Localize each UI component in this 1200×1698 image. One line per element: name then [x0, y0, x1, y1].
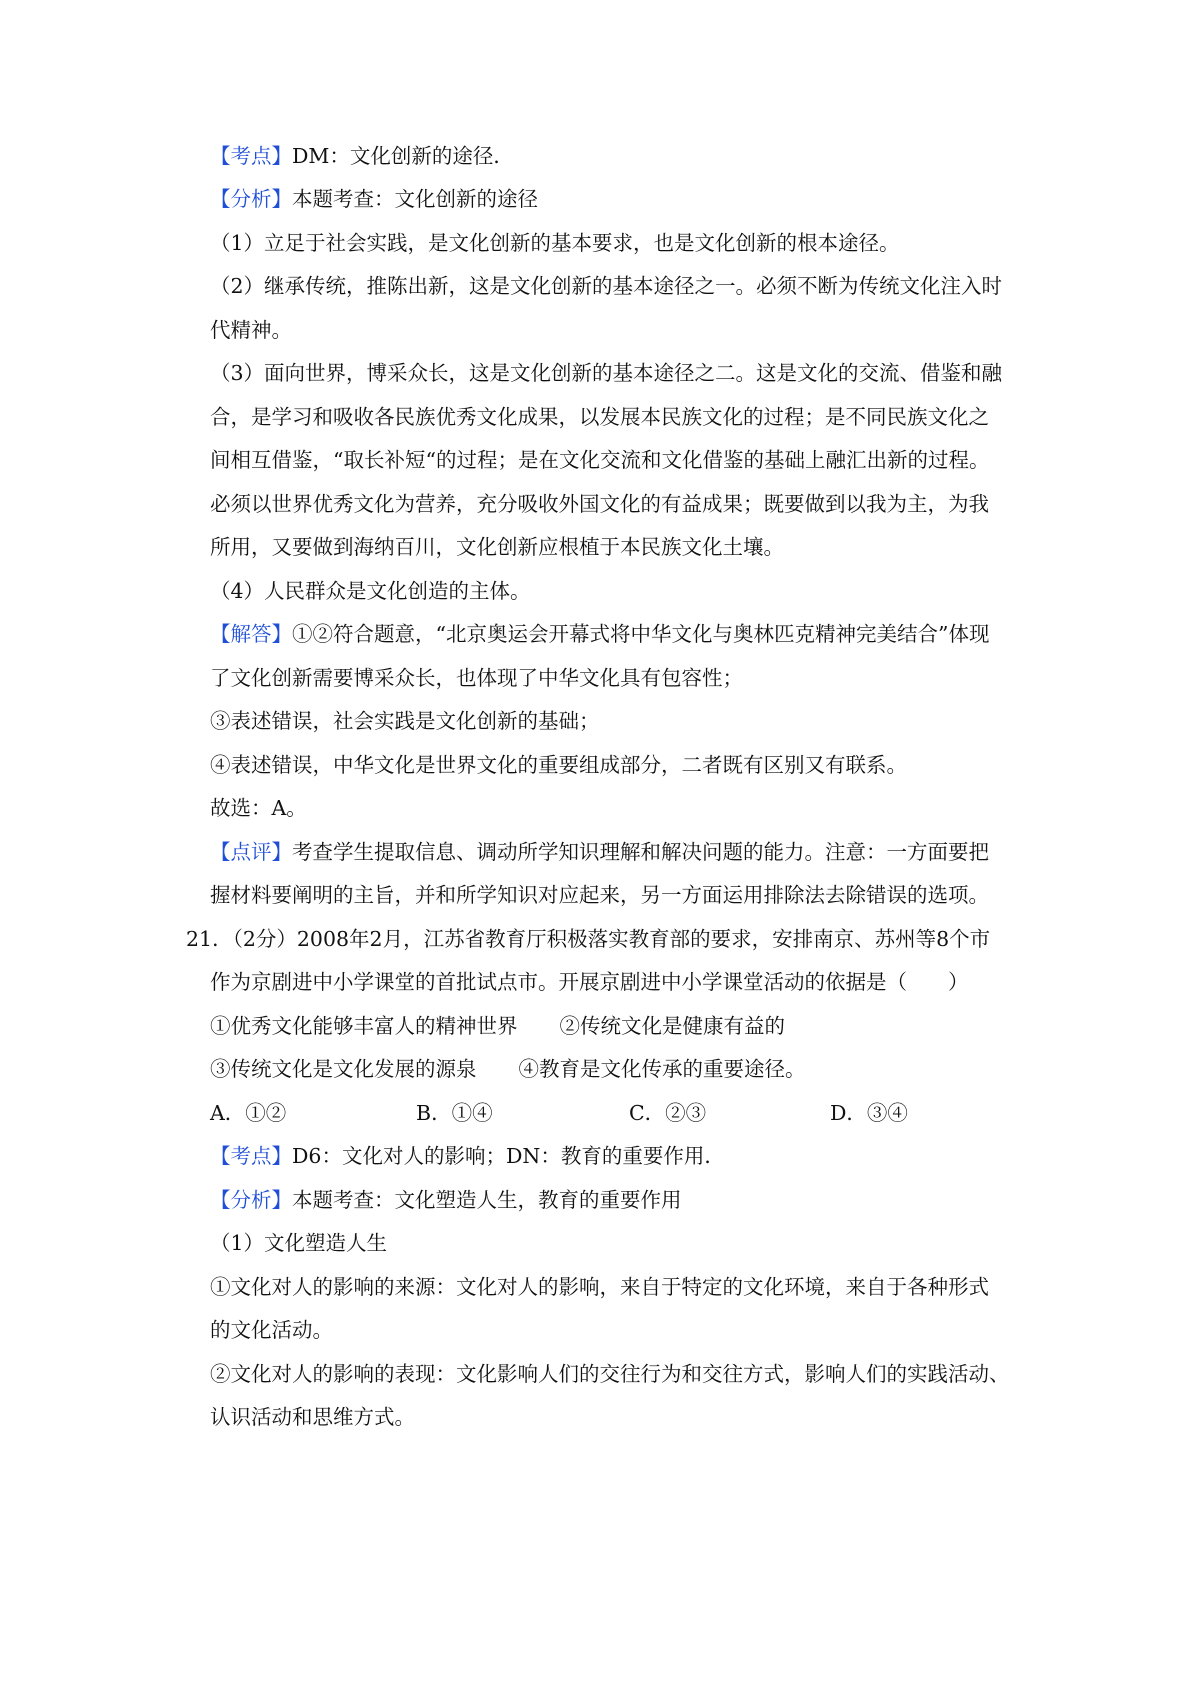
q20-kaodian-text: DM：文化创新的途径．: [292, 144, 514, 168]
q20-jieda-line: [210, 619, 1030, 649]
kaodian-tag: 【考点】: [210, 1144, 292, 1168]
jieda-tag: 【解答】: [210, 622, 292, 646]
q20-fenxi-para: （2）继承传统，推陈出新，这是文化创新的基本途径之一。必须不断为传统文化注入时: [210, 274, 1003, 298]
q20-fenxi-para: （4）人民群众是文化创造的主体。: [210, 579, 531, 603]
q21-stem: 21．（2分）2008年2月，江苏省教育厅积极落实教育部的要求，安排南京、苏州等8个市: [186, 927, 991, 951]
q21-stem: 作为京剧进中小学课堂的首批试点市。开展京剧进中小学课堂活动的依据是（ ）: [210, 970, 969, 994]
q21-kaodian-text: D6：文化对人的影响；DN：教育的重要作用．: [292, 1144, 725, 1168]
q20-dianping-line: [210, 837, 1030, 867]
q21-statement-1: ①优秀文化能够丰富人的精神世界: [210, 1014, 518, 1038]
q21-fenxi-line: [210, 1185, 1030, 1215]
q21-option-c[interactable]: C．②③: [629, 1101, 707, 1125]
q20-dianping-text: 考查学生提取信息、调动所学知识理解和解决问题的能力。注意：一方面要把: [292, 840, 989, 864]
q21-fenxi-para: （1）文化塑造人生: [210, 1231, 388, 1255]
fenxi-tag: 【分析】: [210, 187, 292, 211]
q21-statements-row-1: [210, 1011, 1030, 1041]
q20-jieda-text: ①②符合题意，“北京奥运会开幕式将中华文化与奥林匹克精神完美结合”体现: [292, 622, 990, 646]
q21-fenxi-para: 的文化活动。: [210, 1318, 333, 1342]
q20-jieda-para: 了文化创新需要博采众长，也体现了中华文化具有包容性；: [210, 666, 743, 690]
q21-fenxi-text: 本题考查：文化塑造人生，教育的重要作用: [292, 1188, 682, 1212]
q21-statement-2: ②传统文化是健康有益的: [559, 1014, 785, 1038]
q21-statements-row-2: [210, 1054, 1030, 1084]
q20-fenxi-para: 合，是学习和吸收各民族优秀文化成果，以发展本民族文化的过程；是不同民族文化之: [210, 405, 989, 429]
q20-jieda-para: ③表述错误，社会实践是文化创新的基础；: [210, 709, 600, 733]
q20-fenxi-para: 所用，又要做到海纳百川，文化创新应根植于本民族文化土壤。: [210, 535, 784, 559]
q21-statement-3: ③传统文化是文化发展的源泉: [210, 1057, 477, 1081]
dianping-tag: 【点评】: [210, 840, 292, 864]
q21-fenxi-para: 认识活动和思维方式。: [210, 1405, 415, 1429]
q20-jieda-para: ④表述错误，中华文化是世界文化的重要组成部分，二者既有区别又有联系。: [210, 753, 907, 777]
fenxi-tag: 【分析】: [210, 1188, 292, 1212]
q21-kaodian-line: [210, 1141, 1030, 1171]
q20-fenxi-text: 本题考查：文化创新的途径: [292, 187, 538, 211]
kaodian-tag: 【考点】: [210, 144, 292, 168]
q20-fenxi-line: [210, 184, 1030, 214]
q20-fenxi-para: （3）面向世界，博采众长，这是文化创新的基本途径之二。这是文化的交流、借鉴和融: [210, 361, 1003, 385]
q20-kaodian-line: [210, 141, 1030, 171]
q21-option-b[interactable]: B．①④: [416, 1101, 493, 1125]
q20-dianping-para: 握材料要阐明的主旨，并和所学知识对应起来，另一方面运用排除法去除错误的选项。: [210, 883, 989, 907]
q20-fenxi-para: （1）立足于社会实践，是文化创新的基本要求，也是文化创新的根本途径。: [210, 231, 900, 255]
q21-statement-4: ④教育是文化传承的重要途径。: [518, 1057, 806, 1081]
q21-option-a[interactable]: A．①②: [210, 1101, 287, 1125]
q20-fenxi-para: 代精神。: [210, 318, 292, 342]
q20-answer: 故选：A。: [210, 796, 307, 820]
q20-fenxi-para: 必须以世界优秀文化为营养，充分吸收外国文化的有益成果；既要做到以我为主，为我: [210, 492, 989, 516]
q21-options: [210, 1098, 1030, 1128]
q20-fenxi-para: 间相互借鉴，“取长补短“的过程；是在文化交流和文化借鉴的基础上融汇出新的过程。: [210, 448, 990, 472]
q21-fenxi-para: ②文化对人的影响的表现：文化影响人们的交往行为和交往方式，影响人们的实践活动、: [210, 1362, 1010, 1386]
q21-fenxi-para: ①文化对人的影响的来源：文化对人的影响，来自于特定的文化环境，来自于各种形式: [210, 1275, 989, 1299]
q21-option-d[interactable]: D．③④: [830, 1101, 908, 1125]
